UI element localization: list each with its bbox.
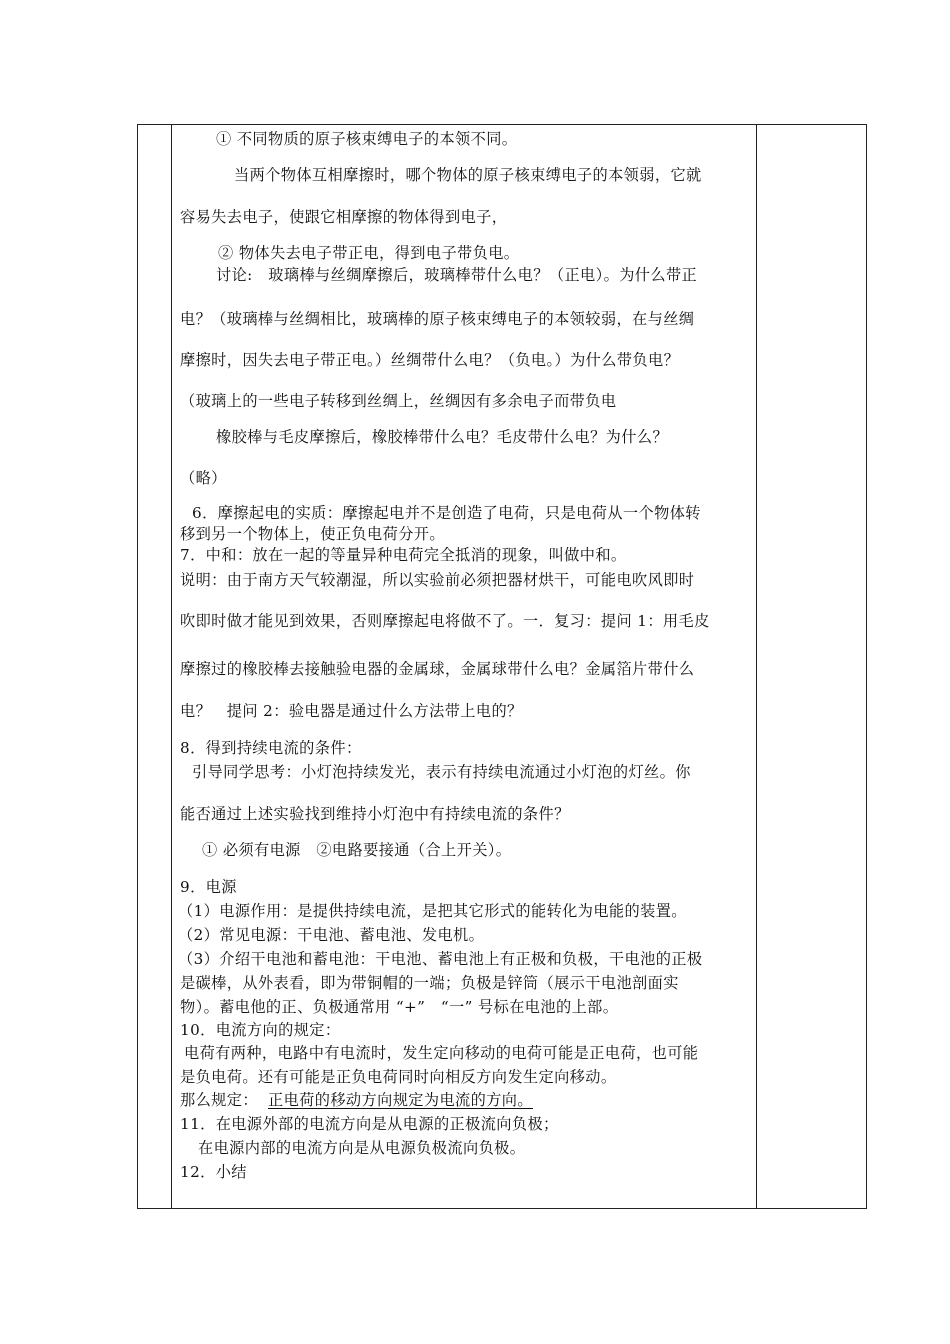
- left-column: [138, 125, 172, 1208]
- text-line: 引导同学思考：小灯泡持续发光，表示有持续电流通过小灯泡的灯丝。你: [192, 763, 691, 781]
- text-line: 9．电源: [180, 878, 237, 896]
- content-cell: [172, 125, 758, 1208]
- text-line: 是碳棒，从外表看，即为带铜帽的一端；负极是锌筒（展示干电池剖面实: [180, 974, 679, 992]
- text-line: （1）电源作用：是提供持续电流，是把其它形式的能转化为电能的装置。: [178, 902, 687, 920]
- lesson-table: [137, 124, 867, 1209]
- text-line: 摩擦过的橡胶棒去接触验电器的金属球，金属球带什么电？金属箔片带什么: [180, 660, 695, 678]
- text-line: ① 必须有电源 ②电路要接通（合上开关）。: [202, 841, 512, 859]
- text-line: 在电源内部的电流方向是从电源负极流向负极。: [198, 1139, 526, 1157]
- text-line: （玻璃上的一些电子转移到丝绸上，丝绸因有多余电子而带负电: [180, 392, 617, 410]
- text-line: 当两个物体互相摩擦时，哪个物体的原子核束缚电子的本领弱，它就: [234, 166, 702, 184]
- text-line: 容易失去电子，使跟它相摩擦的物体得到电子，: [180, 208, 508, 226]
- text-line: 摩擦时，因失去电子带正电。）丝绸带什么电？（负电。）为什么带负电？: [180, 351, 680, 369]
- text-line: 11．在电源外部的电流方向是从电源的正极流向负极；: [180, 1115, 559, 1133]
- underlined-rule: 正电荷的移动方向规定为电流的方向。: [268, 1091, 533, 1109]
- text-line: 7．中和：放在一起的等量异种电荷完全抵消的现象，叫做中和。: [180, 546, 627, 564]
- text-line: （2）常见电源：干电池、蓄电池、发电机。: [178, 926, 485, 944]
- text-line: 能否通过上述实验找到维持小灯泡中有持续电流的条件？: [180, 805, 570, 823]
- right-column: [756, 125, 866, 1208]
- text-line: 6．摩擦起电的实质：摩擦起电并不是创造了电荷，只是电荷从一个物体转: [192, 504, 701, 522]
- text-line: ② 物体失去电子带正电，得到电子带负电。: [218, 244, 520, 262]
- text-line: 移到另一个物体上，使正负电荷分开。: [180, 525, 445, 543]
- text-line: 说明：由于南方天气较潮湿，所以实验前必须把器材烘干，可能电吹风即时: [180, 571, 695, 589]
- text-line: （3）介绍干电池和蓄电池：干电池、蓄电池上有正极和负极，干电池的正极: [178, 950, 703, 968]
- text-line: ① 不同物质的原子核束缚电子的本领不同。: [216, 130, 518, 148]
- text-line: 电荷有两种，电路中有电流时，发生定向移动的电荷可能是正电荷，也可能: [184, 1044, 699, 1062]
- text-line: 电？ 提问 2：验电器是通过什么方法带上电的？: [180, 702, 523, 720]
- text-line: 8．得到持续电流的条件：: [180, 739, 362, 757]
- text-line: 讨论: 玻璃棒与丝绸摩擦后，玻璃棒带什么电？（正电）。为什么带正: [216, 266, 698, 284]
- text-line: （略）: [180, 469, 227, 487]
- text-line: 10．电流方向的规定：: [180, 1021, 341, 1039]
- text-line: 吹即时做才能见到效果，否则摩擦起电将做不了。一．复习：提问 1：用毛皮: [180, 612, 710, 630]
- text-line: 是负电荷。还有可能是正负电荷同时向相反方向发生定向移动。: [180, 1068, 617, 1086]
- text-line: 那么规定：: [180, 1091, 258, 1109]
- text-line: 橡胶棒与毛皮摩擦后，橡胶棒带什么电？毛皮带什么电？为什么？: [216, 428, 669, 446]
- text-line: 物）。蓄电他的正、负极通常用 “+” “一” 号标在电池的上部。: [180, 998, 619, 1016]
- text-line: 电？（玻璃棒与丝绸相比，玻璃棒的原子核束缚电子的本领较弱，在与丝绸: [180, 310, 695, 328]
- text-line: 12．小结: [180, 1163, 247, 1181]
